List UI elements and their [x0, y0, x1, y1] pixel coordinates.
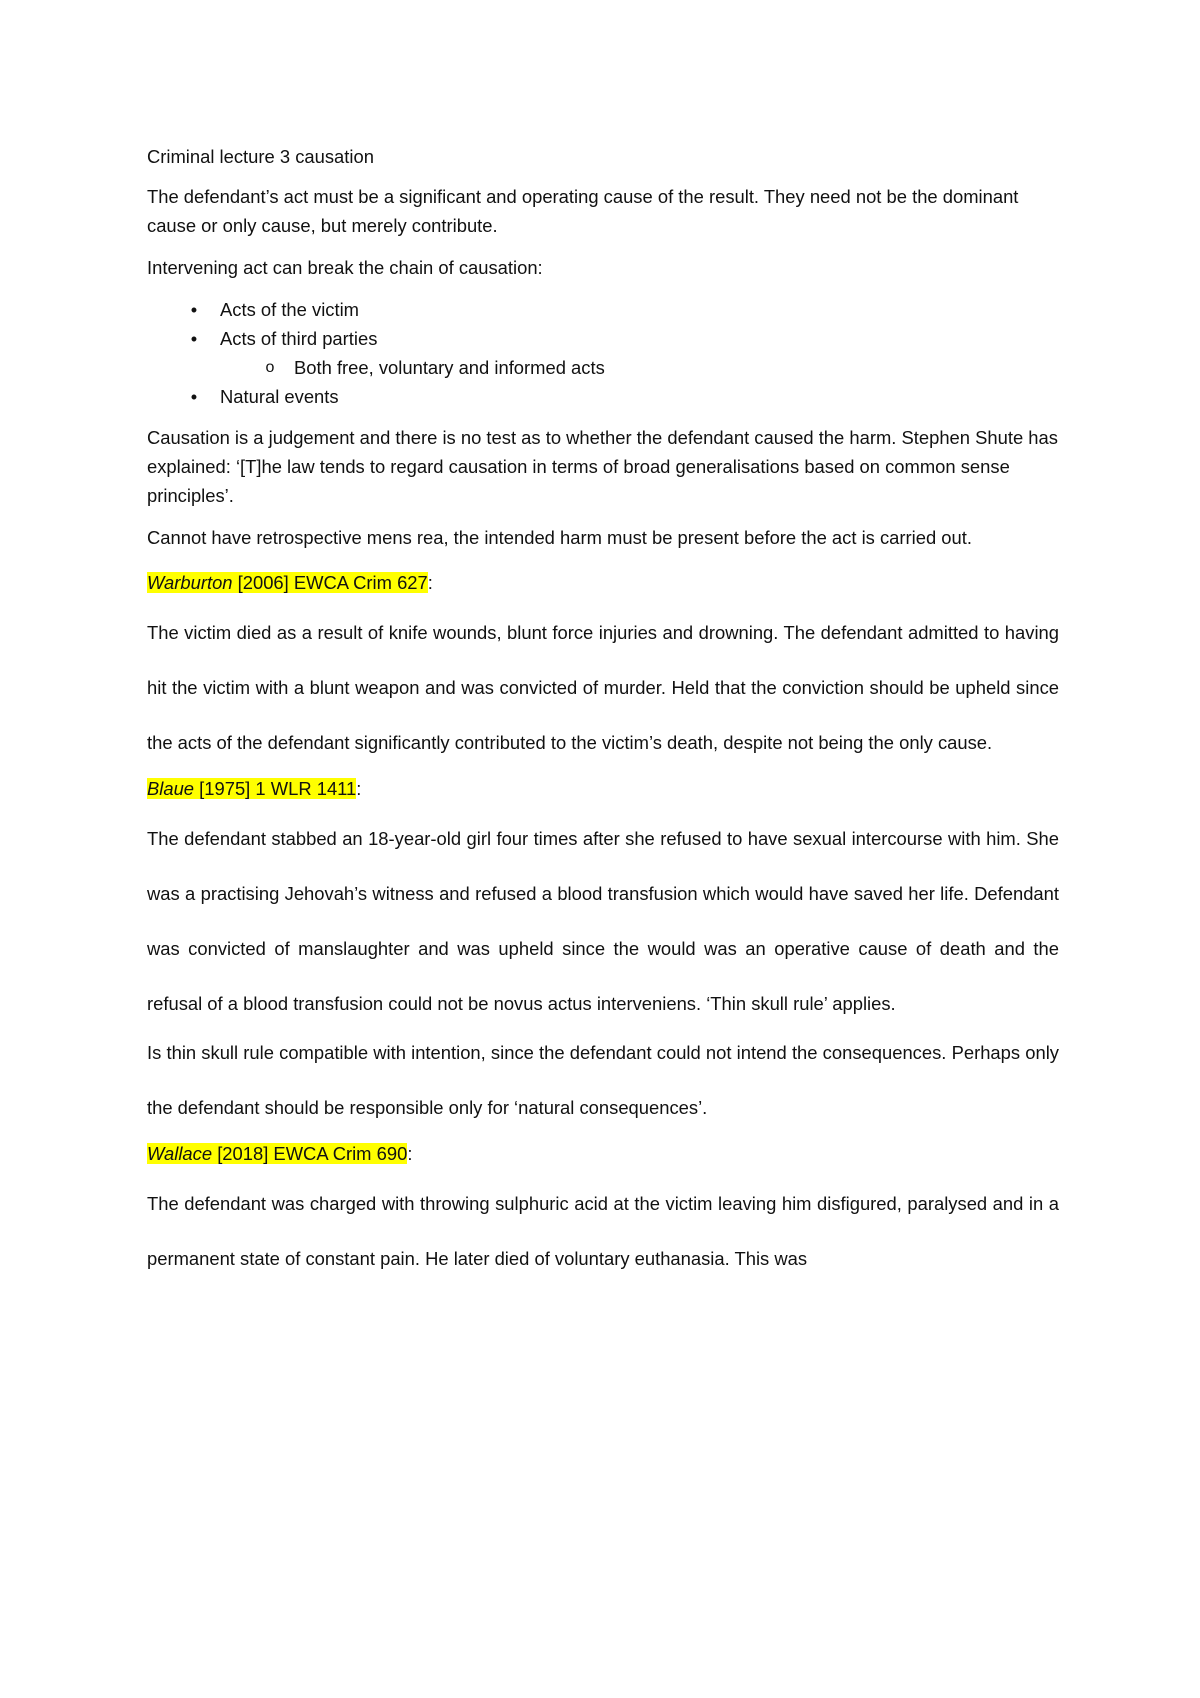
list-item [147, 382, 1059, 411]
sub-list-item-text: Both free, voluntary and informed acts [294, 357, 605, 378]
bullet-icon: • [190, 386, 198, 407]
document-page [147, 142, 1059, 1286]
causation-paragraph: Causation is a judgement and there is no test as to whether the defendant caused the harm. Stephen Shute has explained: ‘[T]he law tends to regard causation in terms of broad generalisations based on common sense principles’. [147, 427, 1058, 506]
case-highlight [147, 572, 428, 593]
case-comment-blaue: Is thin skull rule compatible with intention, since the defendant could not intend the consequences. Perhaps only the defendant should be responsible only for ‘natural consequences’. [147, 1042, 1059, 1118]
mens-rea-paragraph: Cannot have retrospective mens rea, the intended harm must be present before the act is carried out. [147, 527, 972, 548]
intervening-heading: Intervening act can break the chain of causation: [147, 257, 543, 278]
case-name: Wallace [147, 1143, 213, 1164]
case-text-warburton: The victim died as a result of knife wounds, blunt force injuries and drowning. The defendant admitted to having hit the victim with a blunt weapon and was convicted of murder. Held that the conviction should be upheld since the acts of the defendant significantly contributed to the victim’s death, despite not being the only cause. [147, 622, 1059, 753]
case-citation: [1975] 1 WLR 1411 [194, 778, 357, 799]
list-item [147, 295, 1059, 324]
case-colon: : [356, 778, 362, 799]
case-highlight [147, 778, 356, 799]
case-citation: [2018] EWCA Crim 690 [212, 1143, 408, 1164]
sub-bullet-icon: o [265, 359, 275, 376]
case-colon: : [427, 572, 433, 593]
case-highlight [147, 1143, 407, 1164]
sub-list-item [220, 353, 1059, 382]
intervening-acts-list [147, 295, 1059, 411]
case-heading-blaue [147, 774, 1059, 803]
document-title: Criminal lecture 3 causation [147, 146, 374, 167]
case-colon: : [407, 1143, 413, 1164]
list-item-text: Acts of third parties [220, 328, 378, 349]
list-item-text: Acts of the victim [220, 299, 359, 320]
case-heading-wallace [147, 1139, 1059, 1168]
bullet-icon: • [190, 299, 198, 320]
list-item [147, 324, 1059, 382]
case-citation: [2006] EWCA Crim 627 [232, 572, 428, 593]
list-item-text: Natural events [220, 386, 339, 407]
case-name: Warburton [147, 572, 233, 593]
intro-paragraph: The defendant’s act must be a significant and operating cause of the result. They need not be the dominant cause or only cause, but merely contribute. [147, 186, 1019, 236]
case-heading-warburton [147, 568, 1059, 597]
bullet-icon: • [190, 328, 198, 349]
case-text-wallace: The defendant was charged with throwing sulphuric acid at the victim leaving him disfigured, paralysed and in a permanent state of constant pain. He later died of voluntary euthanasia. This was [147, 1193, 1059, 1269]
case-name: Blaue [147, 778, 195, 799]
sub-list [220, 353, 1059, 382]
case-text-blaue: The defendant stabbed an 18-year-old girl four times after she refused to have sexual intercourse with him. She was a practising Jehovah’s witness and refused a blood transfusion which would have saved her life. Defendant was convicted of manslaughter and was upheld since the would was an operative cause of death and the refusal of a blood transfusion could not be novus actus interveniens. ‘Thin skull rule’ applies. [147, 828, 1059, 1014]
